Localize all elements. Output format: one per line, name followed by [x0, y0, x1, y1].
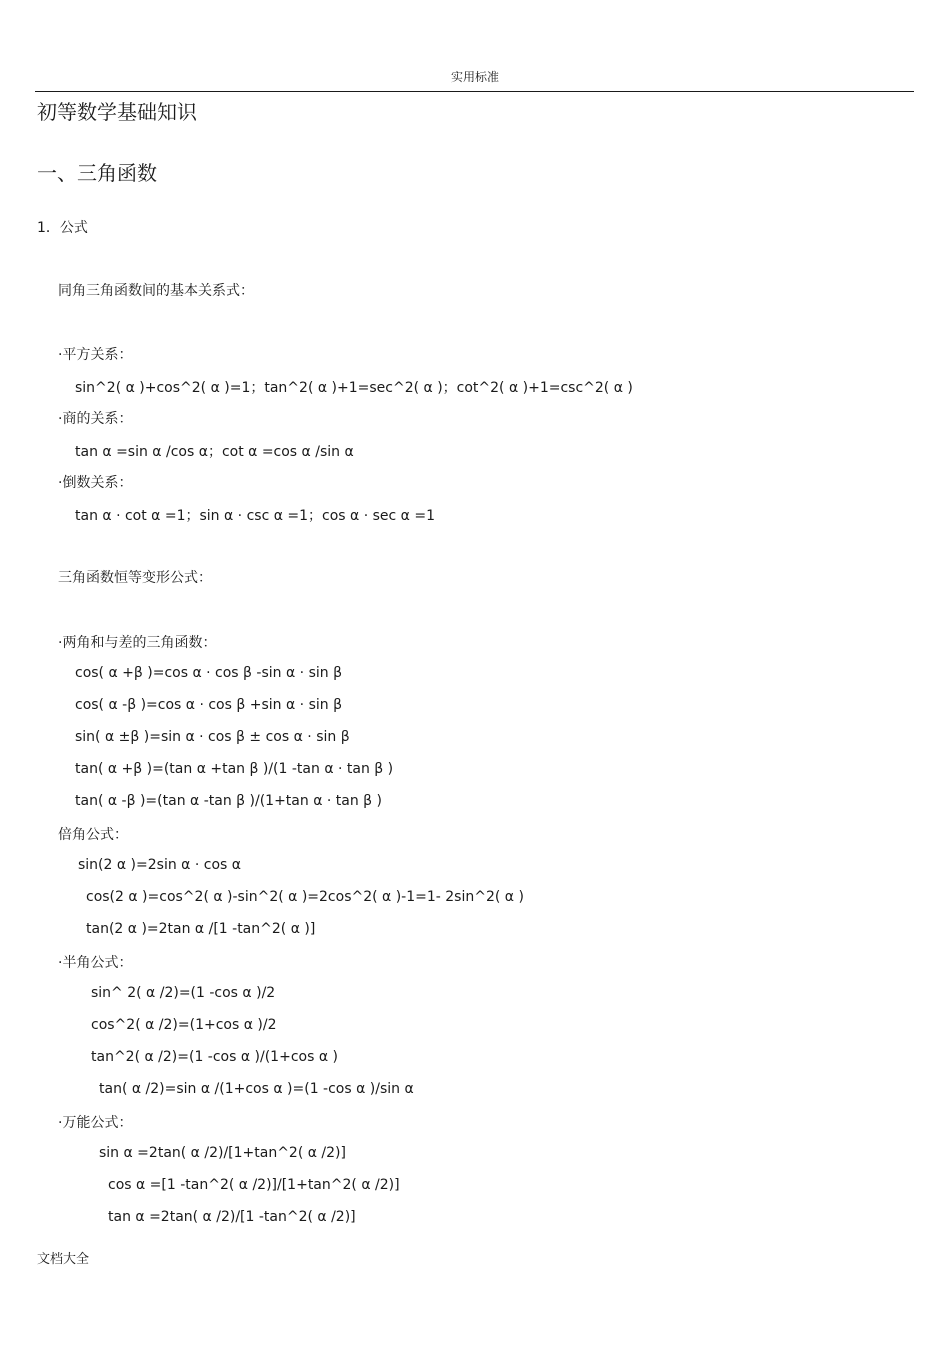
- sum-difference-label: ·两角和与差的三角函数：: [58, 635, 217, 651]
- half-angle-label: ·半角公式：: [58, 955, 133, 971]
- group2-heading: 三角函数恒等变形公式：: [58, 570, 212, 586]
- formula-line: tan(2 α )=2tan α /[1 -tan^2( α )]: [86, 921, 316, 937]
- square-relation-formula: sin^2( α )+cos^2( α )=1；tan^2( α )+1=sec^2( α )；cot^2( α )+1=csc^2( α ): [75, 380, 633, 396]
- section-title: 一、三角函数: [37, 161, 157, 185]
- page-footer: 文档大全: [37, 1252, 90, 1267]
- formula-line: sin(2 α )=2sin α · cos α: [78, 857, 241, 873]
- document-title: 初等数学基础知识: [37, 100, 197, 124]
- quotient-relation-formula: tan α =sin α /cos α；cot α =cos α /sin α: [75, 444, 354, 460]
- formula-line: tan( α /2)=sin α /(1+cos α )=(1 -cos α )/sin α: [99, 1081, 414, 1097]
- universal-formula-label: ·万能公式：: [58, 1115, 133, 1131]
- formula-line: sin^ 2( α /2)=(1 -cos α )/2: [91, 985, 276, 1001]
- formula-line: cos( α -β )=cos α · cos β +sin α · sin β: [75, 697, 343, 713]
- formula-line: tan( α -β )=(tan α -tan β )/(1+tan α · tan β ): [75, 793, 383, 809]
- quotient-relation-label: ·商的关系：: [58, 411, 133, 427]
- formula-line: tan α =2tan( α /2)/[1 -tan^2( α /2)]: [108, 1209, 356, 1225]
- square-relation-label: ·平方关系：: [58, 347, 133, 363]
- formula-line: tan( α +β )=(tan α +tan β )/(1 -tan α · tan β ): [75, 761, 394, 777]
- formula-line: sin( α ±β )=sin α · cos β ± cos α · sin β: [75, 729, 350, 745]
- formula-line: cos( α +β )=cos α · cos β -sin α · sin β: [75, 665, 343, 681]
- formula-line: cos^2( α /2)=(1+cos α )/2: [91, 1017, 277, 1033]
- reciprocal-relation-label: ·倒数关系：: [58, 475, 133, 491]
- formula-line: cos α =[1 -tan^2( α /2)]/[1+tan^2( α /2)]: [108, 1177, 400, 1193]
- page-header: 实用标准: [450, 70, 499, 84]
- header-rule: [35, 91, 914, 92]
- group1-heading: 同角三角函数间的基本关系式：: [58, 283, 254, 299]
- formula-line: tan^2( α /2)=(1 -cos α )/(1+cos α ): [91, 1049, 338, 1065]
- formula-line: cos(2 α )=cos^2( α )-sin^2( α )=2cos^2( α )-1=1- 2sin^2( α ): [86, 889, 524, 905]
- formula-line: sin α =2tan( α /2)/[1+tan^2( α /2)]: [99, 1145, 346, 1161]
- double-angle-label: 倍角公式：: [58, 827, 128, 843]
- subsection-title: 1．公式: [37, 220, 88, 236]
- reciprocal-relation-formula: tan α · cot α =1；sin α · csc α =1；cos α · sec α =1: [75, 508, 435, 524]
